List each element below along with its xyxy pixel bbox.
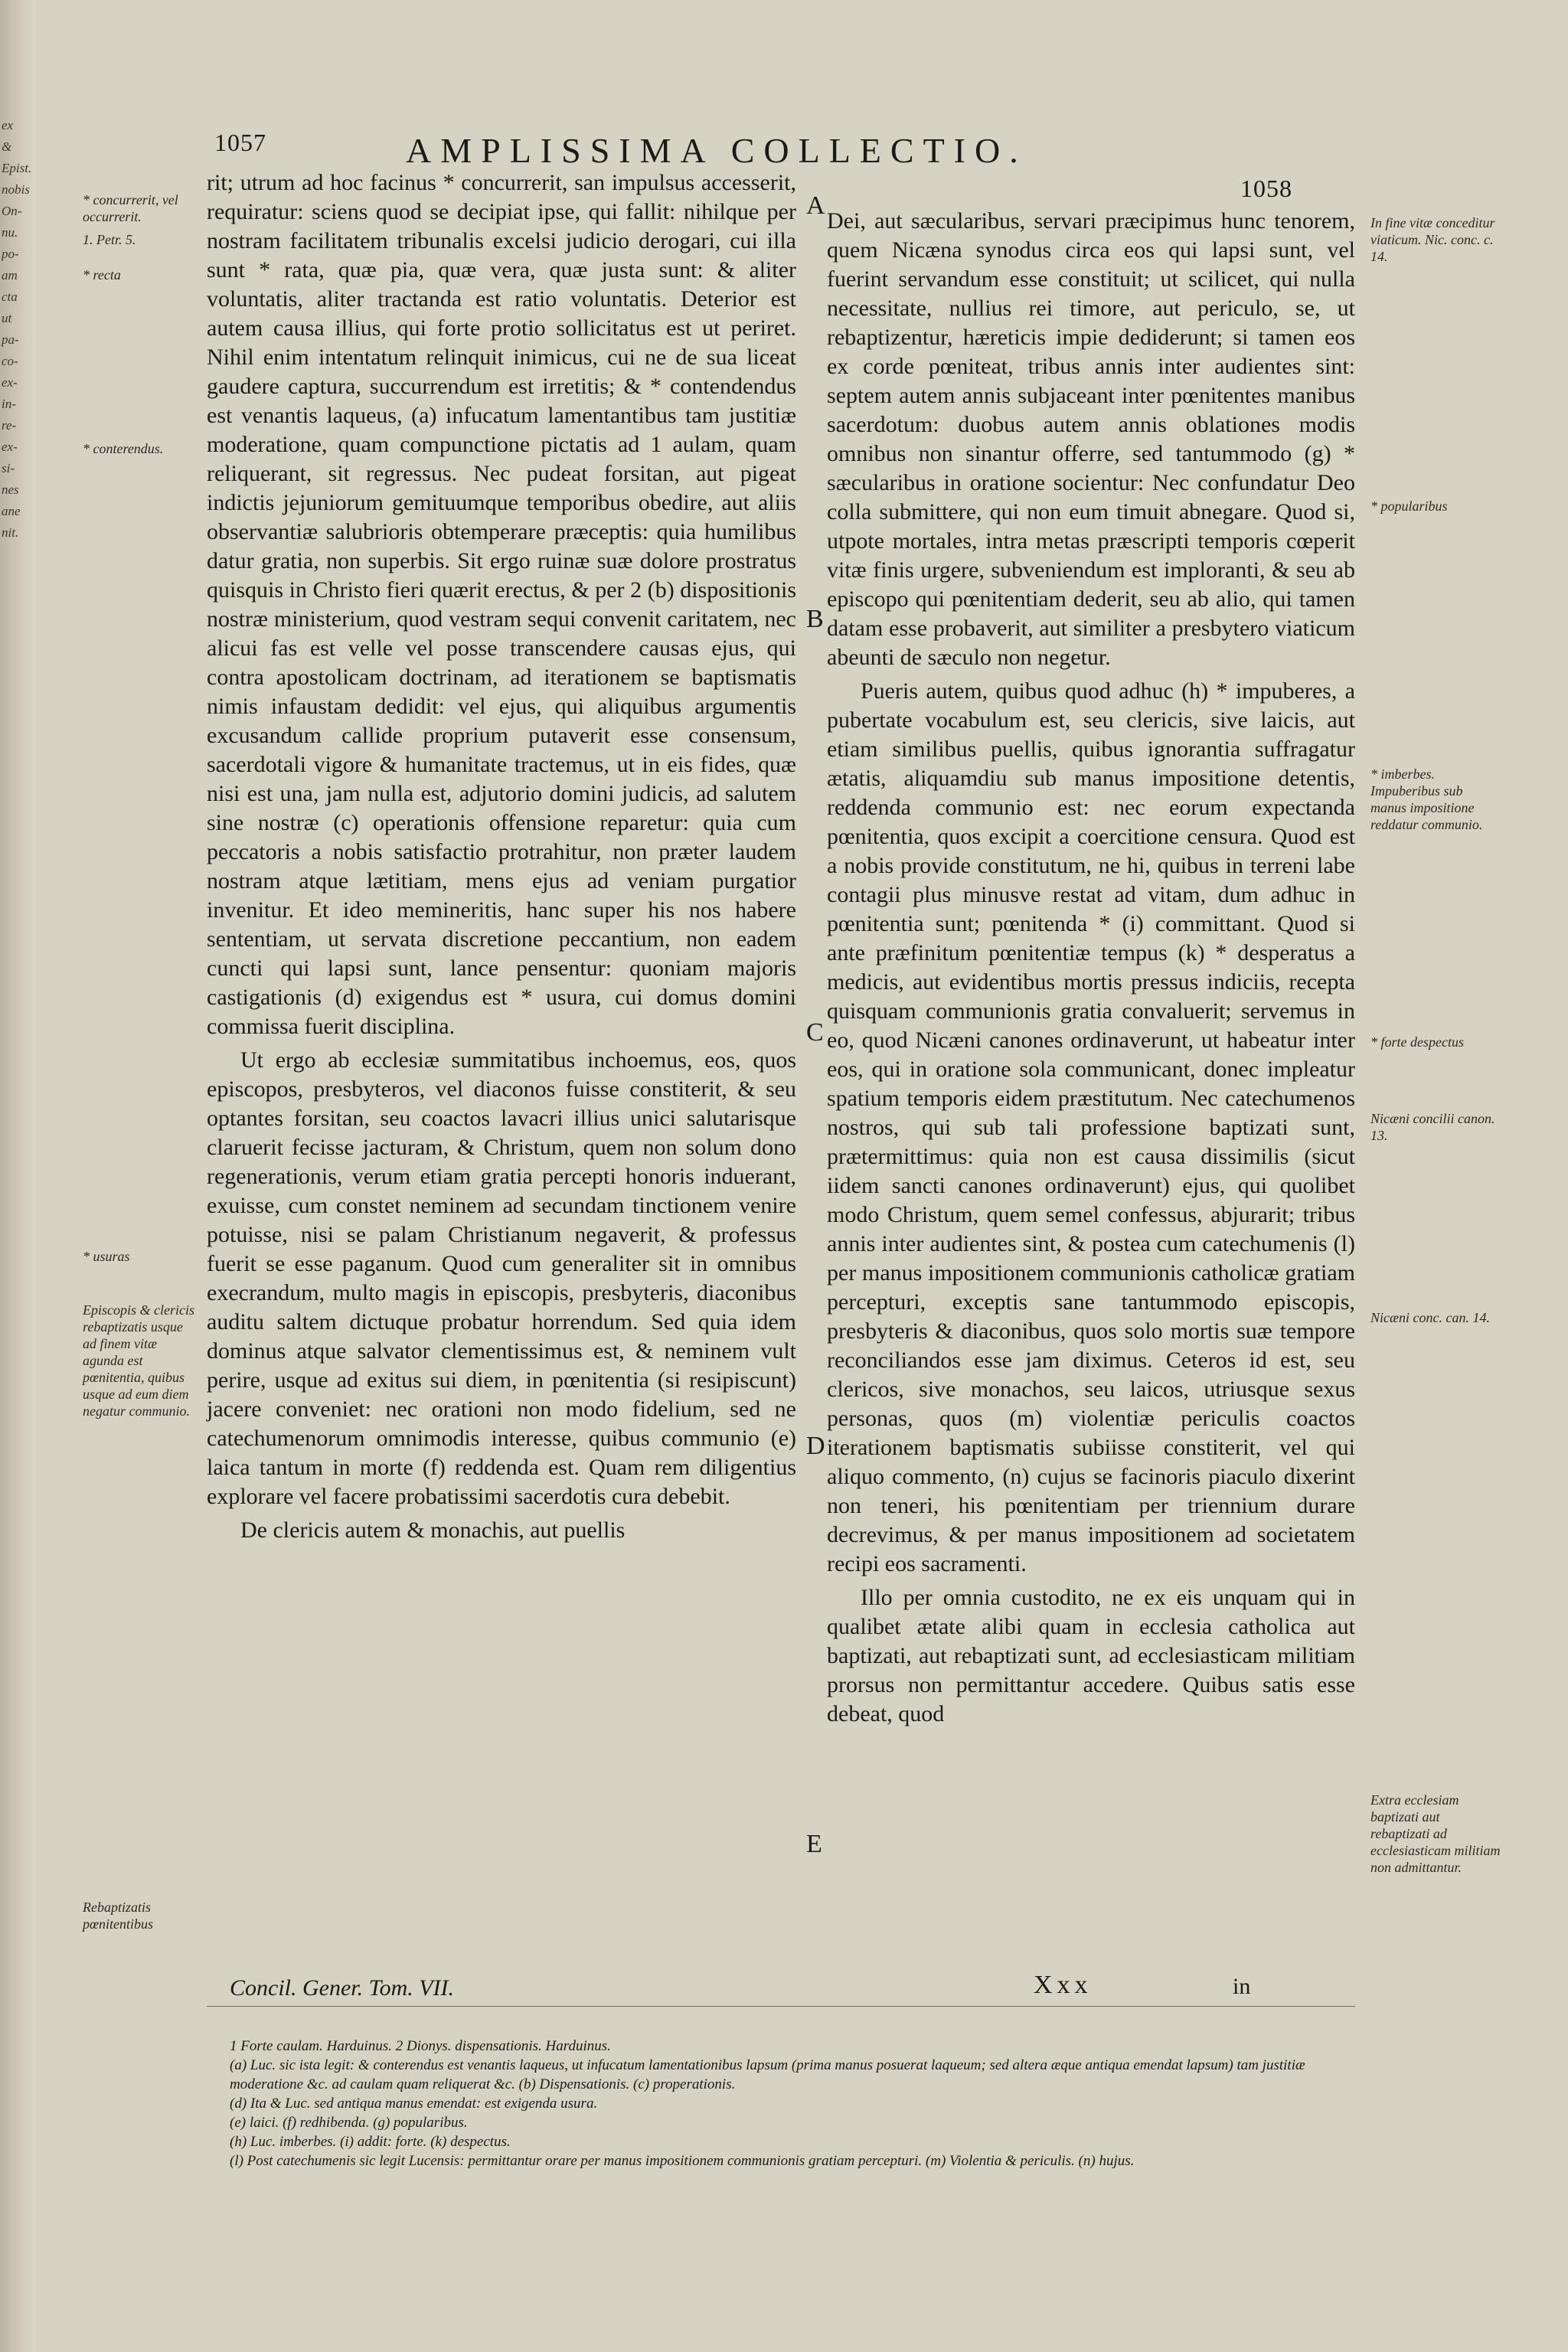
right-column — [827, 207, 1355, 1733]
left-page-number: 1057 — [214, 129, 266, 156]
facing-page-text: ex & Epist. nobis On- nu. po- am cta ut pa- co- ex- in- re- ex- si- nes ane nit. — [2, 118, 32, 540]
paragraph: De clericis autem & monachis, aut puellis — [240, 1517, 626, 1543]
margin-note: * concurrerit, vel occurrerit. — [83, 192, 178, 224]
footnotes — [230, 2037, 1348, 2171]
margin-note: In fine vitæ conceditur viaticum. Nic. conc. c. 14. — [1370, 215, 1495, 264]
margin-note: 1. Petr. 5. — [83, 232, 136, 247]
volume-signature: Concil. Gener. Tom. VII. — [230, 1975, 455, 2001]
margin-note: * imberbes. Impuberibus sub manus impositione reddatur communio. — [1370, 766, 1483, 832]
footnote-divider — [207, 2006, 1355, 2007]
footnote: (h) Luc. imberbes. (i) addit: forte. (k) despectus. — [230, 2134, 511, 2150]
right-page-number: 1058 — [1240, 175, 1292, 202]
footnote: (l) Post catechumenis sic legit Lucensis: permittantur orare per manus impositionem communionis gratiam percepturi. (m) Violentia & periculis. (n) hujus. — [230, 2153, 1135, 2169]
margin-note: Extra ecclesiam baptizati aut rebaptizati ad ecclesiasticam militiam non admittantur. — [1370, 1792, 1501, 1875]
margin-note: * recta — [83, 267, 121, 283]
facing-page-edge — [0, 0, 35, 2352]
footnote: (e) laici. (f) redhibenda. (g) popularibus. — [230, 2115, 468, 2131]
margin-note: * forte despectus — [1370, 1034, 1464, 1050]
section-letter: A — [806, 191, 825, 220]
margin-note: * conterendus. — [83, 441, 164, 456]
margin-note: Episcopis & clericis rebaptizatis usque ad finem vitæ agunda est pœnitentia, quibus usque ad eum diem negatur communio. — [83, 1302, 194, 1419]
paragraph: Illo per omnia custodito, ne ex eis unquam qui in qualibet ætate alibi quam in ecclesia catholica aut baptizati, aut rebaptizati sunt, ad ecclesiasticam militiam prorsus non permittantur accedere. Quibus satis esse debeat, quod — [827, 1585, 1355, 1726]
margin-note: Nicæni concilii canon. 13. — [1370, 1111, 1495, 1143]
section-letter: D — [806, 1432, 825, 1460]
paragraph: Ut ergo ab ecclesiæ summitatibus inchoemus, eos, quos episcopos, presbyteros, vel diaconos fuisse constiterit, & seu optantes forsitan, seu coactos lavacri illius unici salutarisque claruerit fecisse jacturam, & Christum, quem non solum dono regenerationis, verum etiam gratia percepti honoris induerant, exuisse, cum constet neminem ad secundam tinctionem venire potuisse, nisi se palam Christianum negaverit, & professus fuerit se esse paganum. Quod cum generaliter sit in omnibus execrandum, multo magis in episcopis, presbyteris, diaconibus auditu saltem dictuque probatur horrendum. Sed quia idem dominus atque salvator clementissimus est, & neminem vult perire, usque ad exitus sui diem, in pœnitentia (si resipiscunt) jacere conveniet: nec orationi non modo fidelium, sed ne catechumenorum omnimodis interesse, quibus communio (e) laica tantum in morte (f) reddenda est. Quam rem diligentius explorare vel facere probatissimi sacerdotis cura debebit. — [207, 1047, 796, 1509]
footnote: 1 Forte caulam. Harduinus. 2 Dionys. dispensationis. Harduinus. — [230, 2038, 611, 2054]
left-column — [207, 168, 796, 1550]
section-letter: E — [806, 1830, 822, 1858]
section-letter: C — [806, 1018, 824, 1047]
page-header — [54, 115, 1432, 168]
margin-note: * popularibus — [1370, 498, 1448, 514]
margin-note: Nicæni conc. can. 14. — [1370, 1310, 1490, 1325]
margin-note: * usuras — [83, 1249, 130, 1264]
paragraph: Pueris autem, quibus quod adhuc (h) * impuberes, a pubertate vocabulum est, seu clericis, sive laicis, aut etiam similibus puellis, quibus ignorantia suffragatur ætatis, aliquamdiu sub manus impositione detentis, reddenda communio est: nec eorum expectanda pœnitentia, quos excipit a coercitione censura. Quod est a nobis provide constitutum, ne hi, quibus in terreni labe contagii plus minusve restat ad vitam, dum adhuc in pœnitentia sunt; pœnitenda * (i) committant. Quod si ante præfinitum pœnitentiæ tempus (k) * desperatus a medicis, aut evidentibus mortis pressus indiciis, recepta quisquam communionis gratia convaluerit; servemus in eo, quod Nicæni canones ordinaverunt, ut habeatur inter eos, qui in oratione sola communicant, donec impleatur spatium temporis eidem præstitutum. Nec catechumenos nostros, qui sub tali professione baptizati sunt, prætermittimus: quia non est causa dissimilis (sicut iidem sancti canones ordinaverunt) ejus, qui quolibet modo Christum, quem semel confessus, abjurarit; tribus annis inter audientes sint, & postea cum catechumenis (l) per manus impositionem communionis catholicæ gratiam percepturi, exceptis sane tantummodo episcopis, presbyteris & diaconibus, quos solo mortis suæ tempore reconciliandos esse jam diximus. Ceteros id est, seu clericos, sive monachos, seu laicos, utriusque sexus personas, quos (m) violentiæ periculis coactos iterationem baptismatis subiisse constiterit, vel qui aliquo commento, (n) cujus se facinoris piaculo dixerint non teneri, his pœnitentiam per triennium durare decrevimus, & per manus impositionem ad societatem recipi eos sacramenti. — [827, 678, 1355, 1576]
margin-note: Rebaptizatis pœnitentibus — [83, 1900, 154, 1932]
footnote: (d) Ita & Luc. sed antiqua manus emendat: est exigenda usura. — [230, 2096, 598, 2112]
paragraph: rit; utrum ad hoc facinus * concurrerit, san impulsus accesserit, requiratur: sciens quod se decipiat ipse, qui fallit: nihilque per nostram facilitatem tribunalis excelsi judicio derogari, cui illa sunt * rata, quæ pia, quæ vera, quæ justa sunt: & aliter voluntatis, aliter tractanda est ratio voluntatis. Deterior est autem causa illius, qui forte protio sollicitatus est ut periret. Nihil enim intentatum relinquit inimicus, cui ne de sua liceat gaudere captura, succurrendum est irretitis; & * contendendus est venantis laqueus, (a) infucatum lamentantibus tam justitiæ moderatione, quam compunctione pictatis ad 1 aulam, quam reliquerant, sit regressus. Nec pudeat forsitan, aut pigeat indictis jejuniorum gemituumque temporibus obedire, aut aliis observantiæ salubrioris obtemperare præceptis: quia humilibus datur gratia, non superbis. Sit ergo ruinæ suæ dolore prostratus quisquis in Christo fieri quærit erectus, & per 2 (b) dispositionis nostræ ministerium, quod vestram sequi convenit caritatem, nec alicui fas est velle vel posse transcendere causas ejus, qui contra apostolicam doctrinam, ad iterationem se baptismatis nimis infaustam dedidit: vel ejus, qui aliquibus argumentis excusandum callide proprium putaverit esse consensum, sacerdotali vigore & humanitate tractemus, ut in eis fides, quæ nisi est una, jam nulla est, adjutorio domini judicis, ad salutem sine nostræ (c) operationis offensione reparetur: quia cum peccatoris a nobis satisfactio protrahitur, non præter laudem nostram atque lætitiam, mens ejus ad veniam purgatior invenitur. Et ideo memineritis, hanc super his nos habere sententiam, ut servata discretione peccantium, non eadem cuncti qui lapsi sunt, lance pensentur: quoniam majoris castigationis (d) exigendus est * usura, cui domus domini commissa fuerit disciplina. — [207, 170, 796, 1039]
footnote: (a) Luc. sic ista legit: & conterendus est venantis laqueus, ut infucatum lamentationibus lapsum (prima manus posuerat laqueum; sed altera æque antiqua emendat lapsum) tam justitiæ moderatione &c. ad caulam quam reliquerat &c. (b) Dispensationis. (c) properationis. — [230, 2057, 1305, 2092]
running-title: AMPLISSIMA COLLECTIO. — [406, 131, 1027, 170]
catchword: in — [1233, 1974, 1251, 1999]
book-page — [54, 115, 1501, 2169]
section-letter: B — [806, 605, 824, 633]
paragraph: Dei, aut sæcularibus, servari præcipimus hunc tenorem, quem Nicæna synodus circa eos qui lapsi sunt, vel fuerint servandum esse constituit; ut scilicet, qui nulla necessitate, nullius rei timore, aut periculo, se, ut rebaptizentur, hæreticis impie dediderunt; si tamen eos ex corde pœniteat, tribus annis inter audientes sint: septem autem annis subjaceant inter pœnitentes manibus sacerdotum: duobus autem annis oblationes modis omnibus non sinantur offerre, sed tantummodo (g) * sæcularibus in oratione socientur: Nec confundatur Deo colla submittere, qui non eum timuit abnegare. Quod si, utpote mortales, intra metas præscripti temporis cœperit vitæ finis urgere, subveniendum est imploranti, & seu ab episcopo qui pœnitentiam dederit, seu ab alio, qui tamen datam esse probaverit, aut similiter a presbytero viaticum abeunti de sæculo non negetur. — [827, 208, 1355, 670]
signature-mark: Xxx — [1034, 1971, 1093, 1999]
